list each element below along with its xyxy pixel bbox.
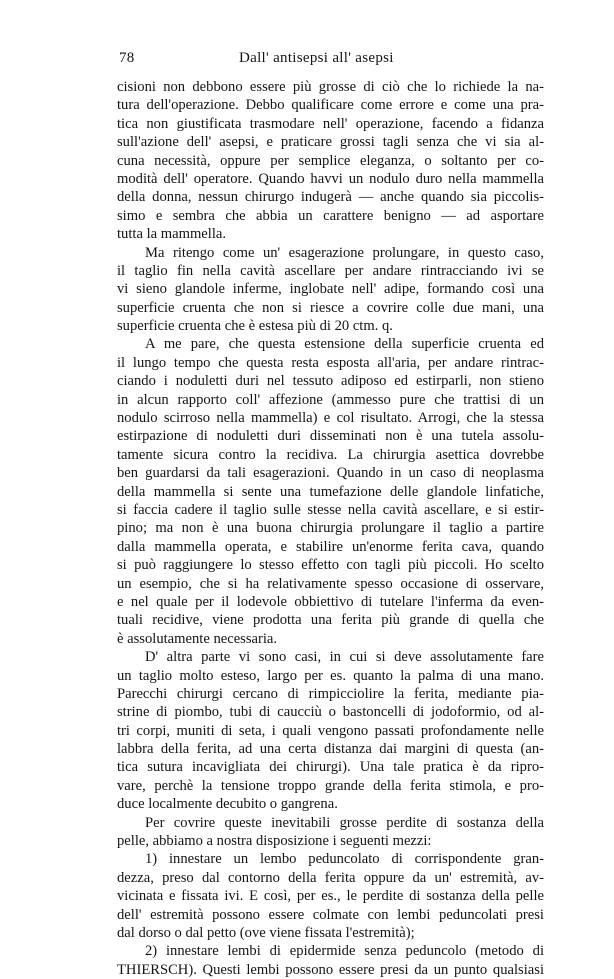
text-line: ciando i noduletti duri nel tessuto adiposo ed estirparli, non stieno bbox=[117, 373, 544, 390]
text-line: modità dell' operatore. Quando havvi un nodulo duro nella mammella bbox=[117, 170, 544, 187]
text-line: si può raggiungere lo stesso effetto con tagli più piccoli. Ho scelto bbox=[117, 557, 544, 574]
text-line: ben guardarsi da tali esagerazioni. Quando in un caso di neoplasma bbox=[117, 465, 544, 482]
text-line: Parecchi chirurgi cercano di rimpicciolire la ferita, mediante pia- bbox=[117, 685, 544, 702]
text-line: Per covrire queste inevitabili grosse perdite di sostanza della bbox=[145, 814, 544, 831]
text-line: superficie cruenta che non si riesce a covrire colle due mani, una bbox=[117, 299, 544, 316]
text-line: dal dorso o dal petto (ove viene fissata l'estremità); bbox=[117, 924, 415, 941]
text-line: il taglio fin nella cavità ascellare per andare rintracciando ivi se bbox=[117, 262, 544, 279]
text-line: un taglio molto esteso, largo per es. quanto la palma di una mano. bbox=[117, 667, 544, 684]
body-text bbox=[117, 78, 544, 979]
text-line: pino; ma non è una buona chirurgia prolungare il taglio a partire bbox=[117, 520, 544, 537]
text-line: tica sutura incavigliata dei chirurgi). Una tale pratica è da ripro- bbox=[117, 759, 544, 776]
text-line: vare, perchè la tensione troppo grande della ferita stimola, e pro- bbox=[117, 777, 544, 794]
text-line: A me pare, che questa estensione della superficie cruenta ed bbox=[145, 336, 544, 353]
text-line: simo e sembra che abbia un carattere benigno — ad asportare bbox=[117, 207, 544, 224]
text-line: e nel quale per il lodevole obbiettivo di tutelare l'inferma da even- bbox=[117, 593, 544, 610]
page-header bbox=[119, 50, 544, 70]
text-line: vicinata e fissata ivi. E così, per es., le perdite di sostanza della pelle bbox=[117, 888, 544, 905]
text-line: dalla mammella operata, e stabilire un'enorme ferita cava, quando bbox=[117, 538, 544, 555]
text-line: Ma ritengo come un' esagerazione prolungare, in questo caso, bbox=[145, 244, 544, 261]
text-line: strine di piombo, tubi di caucciù o bastoncelli di jodoformio, od al- bbox=[117, 704, 544, 721]
text-line: pelle, abbiamo a nostra disposizione i seguenti mezzi: bbox=[117, 833, 432, 850]
text-line: tura dell'operazione. Debbo qualificare come errore e come una pra- bbox=[117, 97, 544, 114]
text-line: un esempio, che si ha relativamente spesso occasione di osservare, bbox=[117, 575, 544, 592]
text-line: tica non giustificata trasmodare nell' operazione, facendo a fidanza bbox=[117, 115, 544, 132]
text-line: della donna, nessun chirurgo indugerà — anche quando sia piccolis- bbox=[117, 189, 544, 206]
text-line: tuali recidive, viene prodotta una ferita più grande di quella che bbox=[117, 612, 544, 629]
text-line: è assolutamente necessaria. bbox=[117, 630, 278, 647]
text-line: nodulo scirroso nella mammella) e col risultato. Arrogi, che la stessa bbox=[117, 410, 544, 427]
text-line: labbra della ferita, ad una certa distanza dai margini di questa (an- bbox=[117, 741, 544, 758]
text-line: in alcun rapporto coll' affezione (ammesso pure che trattisi di un bbox=[117, 391, 544, 408]
text-line: estirpazione di noduletti duri disseminati non è una tutela assolu- bbox=[117, 428, 544, 445]
text-line: 2) innestare lembi di epidermide senza peduncolo (metodo di bbox=[145, 943, 544, 960]
text-line: si faccia cadere il taglio sulle stesse nella cavità ascellare, e si estir- bbox=[117, 501, 544, 518]
text-line: cuna necessità, oppure per semplice eleganza, o soltanto per co- bbox=[117, 152, 544, 169]
text-line: 1) innestare un lembo peduncolato di corrispondente gran- bbox=[145, 851, 544, 868]
text-line: tri corpi, muniti di seta, i quali vengono passati profondamente nelle bbox=[117, 722, 544, 739]
text-line: tutta la mammella. bbox=[117, 226, 227, 243]
text-line: della mammella si sente una tumefazione delle glandole linfatiche, bbox=[117, 483, 544, 500]
text-line: THIERSCH). Questi lembi possono essere presi da un punto qualsiasi bbox=[117, 961, 544, 978]
text-line: vi sieno glandole inferme, inglobate nell' adipe, formando così una bbox=[117, 281, 544, 298]
page-number: 78 bbox=[119, 50, 135, 66]
running-head: Dall' antisepsi all' asepsi bbox=[239, 50, 394, 66]
text-line: D' altra parte vi sono casi, in cui si deve assolutamente fare bbox=[145, 649, 544, 666]
text-line: cisioni non debbono essere più grosse di ciò che lo richiede la na- bbox=[117, 79, 544, 95]
text-line: duce localmente decubito o gangrena. bbox=[117, 796, 338, 813]
text-line: dezza, preso dal contorno della ferita oppure da un' estremità, av- bbox=[117, 869, 544, 886]
text-line: dell' estremità possono essere colmate con lembi peduncolati presi bbox=[117, 906, 544, 923]
text-line: il lungo tempo che questa resta esposta all'aria, per andare rintrac- bbox=[117, 354, 544, 371]
text-line: sull'azione dell' asepsi, e praticare grossi tagli senza che vi sia al- bbox=[117, 134, 544, 151]
text-line: tamente sicura contro la recidiva. La chirurgia asettica dovrebbe bbox=[117, 446, 544, 463]
text-line: superficie cruenta che è estesa più di 20 ctm. q. bbox=[117, 318, 393, 335]
